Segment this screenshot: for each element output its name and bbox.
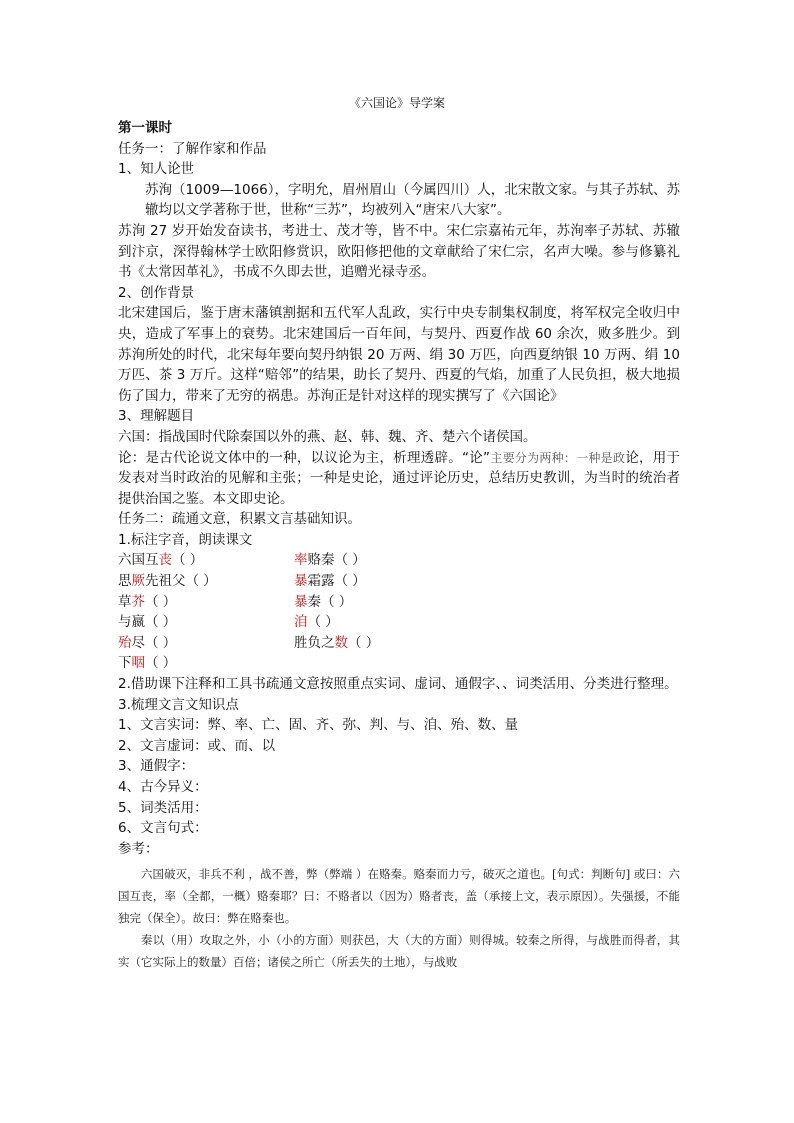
vocab-row (118, 653, 680, 674)
vocab-item: 暴霜露（ ） (294, 573, 366, 590)
vocab-item: 暴秦（ ） (294, 593, 353, 610)
reference-paragraph: 秦以（用）攻取之外，小（小的方面）则获邑，大（大的方面）则得城。较秦之所得，与战胜而得者，其实（它实际上的数量）百倍；诸侯之所亡（所丢失的土地），与战败 (118, 933, 680, 970)
vocab-item: 六国互丧（ ） (118, 552, 204, 569)
vocab-item: 下咽（ ） (118, 655, 177, 672)
vocab-item: 率赂秦（ ） (294, 552, 366, 569)
vocab-row (118, 550, 680, 571)
lesson-heading: 第一课时 (118, 120, 172, 136)
reference-label: 参考： (118, 840, 159, 857)
task2-heading: 任务二：疏通文意，积累文言基础知识。 (118, 511, 361, 528)
vocab-row (118, 612, 680, 633)
knowledge-item: 3、通假字： (118, 758, 195, 775)
lun-definition-part1: 论：是古代论说文体中的一种，以议论为主，析理透辟。“论” (118, 449, 491, 466)
knowledge-item: 1、文言实词：弊、率、亡、固、齐、弥、判、与、洎、殆、数、量 (118, 717, 519, 734)
vocab-item: 胜负之数（ ） (294, 634, 380, 651)
vocab-row (118, 633, 680, 654)
pronunciation-heading: 1.标注字音，朗读课文 (118, 531, 253, 548)
vocab-item: 洎（ ） (294, 614, 339, 631)
section1-heading: 1、知人论世 (118, 161, 195, 178)
vocab-item: 与嬴（ ） (118, 614, 177, 631)
vocab-item: 殆尽（ ） (118, 634, 177, 651)
knowledge-heading: 3.梳理文言文知识点 (118, 696, 239, 713)
vocab-item: 草芥（ ） (118, 593, 177, 610)
author-life-paragraph: 苏洵 27 岁开始发奋读书，考进士、茂才等，皆不中。宋仁宗嘉祐元年，苏洵率子苏轼、苏辙到汴京，深得翰林学士欧阳修赏识，欧阳修把他的文章献给了宋仁宗，名声大噪。参与修纂礼书《太常因革礼》，书成不久即去世，追赠光禄寺丞。 (118, 222, 680, 281)
six-states-definition: 六国：指战国时代除秦国以外的燕、赵、韩、魏、齐、楚六个诸侯国。 (118, 428, 537, 445)
knowledge-item: 2、文言虚词：或、而、以 (118, 737, 276, 754)
lun-definition-note: 主要分为两种：一种是政 (490, 450, 626, 465)
section2-heading: 2、创作背景 (118, 284, 195, 301)
vocab-item: 思厥先祖父（ ） (118, 573, 217, 590)
lun-definition-part2: 论，用于发表对当时政治的见解和主张；一种是史论，通过评论历史，总结历史教训，为当时的统治者提供治国之鉴。本文即史论。 (118, 449, 680, 507)
knowledge-item: 4、古今异义： (118, 779, 208, 795)
reference-paragraph: 六国破灭，非兵不利 ，战不善，弊（弊端 ）在赂秦。赂秦而力亏，破灭之道也。[句式：判断句] 或曰：六国互丧，率（全都，一概）赂秦耶？曰：不赂者以（因为）赂者丧，盖（承接上文，表示原因）。失强援，不能独完（保全）。故曰：弊在赂秦也。 (118, 867, 680, 926)
lun-definition (118, 448, 680, 510)
task1-heading: 任务一：了解作家和作品 (118, 140, 267, 157)
knowledge-item: 5、词类活用： (118, 799, 208, 816)
document-body (118, 118, 680, 973)
knowledge-item: 6、文言句式： (118, 820, 208, 837)
vocab-row (118, 571, 680, 592)
reference-text (118, 863, 680, 973)
document-title: 《六国论》导学案 (348, 96, 445, 110)
background-paragraph: 北宋建国后，鉴于唐末藩镇割据和五代军人乱政，实行中央专制集权制度，将军权完全收归中央，造成了军事上的衰势。北宋建国后一百年间，与契丹、西夏作战 60 余次，败多胜少。到苏洵所处的时代，北宋每年要向契丹纳银 20 万两、绢 30 万匹，向西夏纳银 10 万两、绢 10 万匹、茶 3 万斤。这样“赔邻”的结果，助长了契丹、西夏的气焰，加重了人民负担，极大地损伤了国力，带来了无穷的祸患。苏洵正是针对这样的现实撰写了《六国论》 (118, 305, 680, 404)
section3-heading: 3、理解题目 (118, 408, 195, 425)
author-intro-paragraph: 苏洵（1009—1066），字明允，眉州眉山（今属四川）人，北宋散文家。与其子苏轼、苏辙均以文学著称于世，世称“三苏”，均被列入“唐宋八大家”。 (145, 181, 680, 219)
vocab-row (118, 592, 680, 613)
sorting-instruction: 2.借助课下注释和工具书疏通文意按照重点实词、虚词、通假字、、词类活用、分类进行整理。 (118, 676, 678, 693)
